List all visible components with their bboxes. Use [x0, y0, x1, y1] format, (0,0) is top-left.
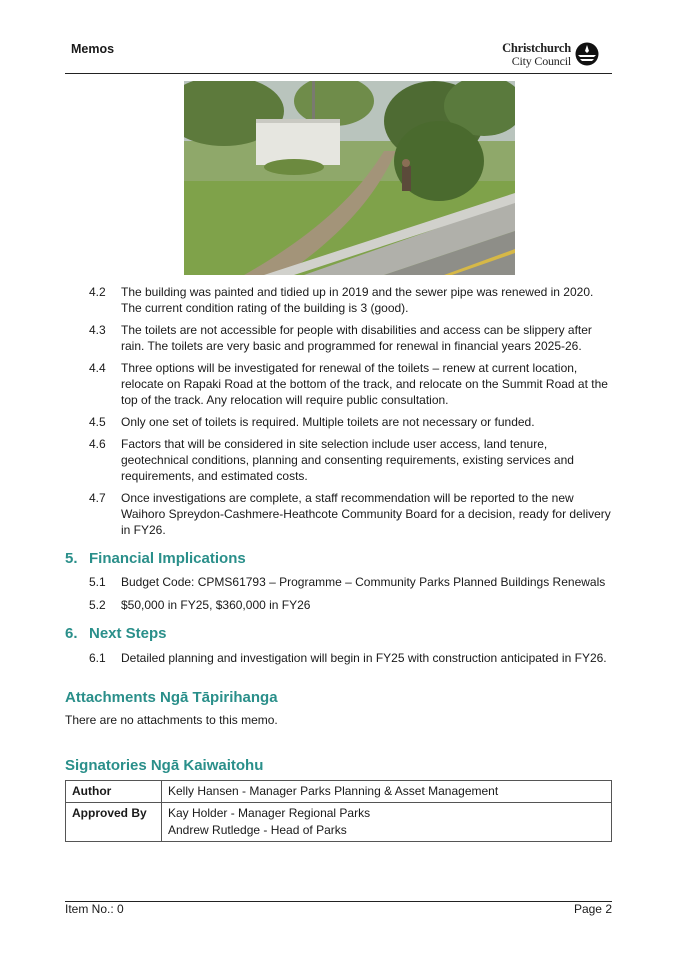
site-photo — [184, 81, 515, 275]
item-number: 6.1 — [89, 651, 106, 665]
item-text: Factors that will be considered in site selection include user access, land tenure, geotechnical conditions, planning and consenting requirements, existing services and requirements, and estimated costs. — [121, 437, 574, 483]
logo-line1: Christchurch — [502, 41, 571, 55]
table-row — [66, 781, 612, 803]
approver-line: Kay Holder - Manager Regional Parks — [168, 806, 371, 820]
section-number: 5. — [65, 550, 78, 567]
approver-line: Andrew Rutledge - Head of Parks — [168, 823, 347, 837]
table-row — [66, 803, 612, 842]
author-value: Kelly Hansen - Manager Parks Planning & Asset Management — [162, 781, 612, 803]
approved-value — [162, 803, 612, 842]
logo-line2: City Council — [511, 54, 571, 68]
item-text: $50,000 in FY25, $360,000 in FY26 — [121, 598, 311, 612]
section-heading-next-steps — [65, 625, 167, 642]
signatories-heading: Signatories Ngā Kaiwaitohu — [65, 757, 264, 774]
signatories-table — [65, 780, 612, 842]
item-text: Detailed planning and investigation will begin in FY25 with construction anticipated in FY26. — [121, 651, 607, 665]
item-text: The toilets are not accessible for people with disabilities and access can be slippery after rain. The toilets are very basic and programmed for renewal in financial years 2025-26. — [121, 323, 592, 353]
council-logo — [497, 41, 601, 69]
item-text: Three options will be investigated for renewal of the toilets – renew at current location, relocate on Rapaki Road at the bottom of the track, and relocate on the Summit Road at the top of the track. Any relocation will require public consultation. — [121, 361, 608, 407]
item-number: 4.3 — [89, 323, 106, 337]
section-number: 6. — [65, 625, 78, 642]
item-number: 4.4 — [89, 361, 106, 375]
item-text: Only one set of toilets is required. Multiple toilets are not necessary or funded. — [121, 415, 535, 429]
footer-divider — [65, 901, 612, 902]
item-text: Budget Code: CPMS61793 – Programme – Community Parks Planned Buildings Renewals — [121, 575, 606, 589]
item-text: Once investigations are complete, a staff recommendation will be reported to the new Waihoro Spreydon-Cashmere-Heathcote Community Board for a decision, ready for delivery in FY26. — [121, 491, 611, 537]
item-number: 5.1 — [89, 575, 106, 589]
item-number: 4.2 — [89, 285, 106, 299]
approved-label: Approved By — [66, 803, 162, 842]
council-logo-icon — [575, 42, 599, 66]
item-number: 4.5 — [89, 415, 106, 429]
item-number: 4.6 — [89, 437, 106, 451]
item-text: The building was painted and tidied up in 2019 and the sewer pipe was renewed in 2020. The current condition rating of the building is 3 (good). — [121, 285, 594, 315]
header-title: Memos — [71, 42, 115, 56]
footer-page-number: Page 2 — [573, 902, 612, 916]
section-heading-financial — [65, 550, 246, 567]
footer-item-number: Item No.: 0 — [65, 902, 124, 916]
attachments-heading: Attachments Ngā Tāpirihanga — [65, 689, 278, 706]
author-label: Author — [66, 781, 162, 803]
section-title: Financial Implications — [89, 550, 246, 567]
section-title: Next Steps — [89, 625, 167, 642]
item-number: 4.7 — [89, 491, 106, 505]
header-divider — [65, 73, 612, 74]
item-number: 5.2 — [89, 598, 106, 612]
attachments-text: There are no attachments to this memo. — [65, 713, 278, 727]
